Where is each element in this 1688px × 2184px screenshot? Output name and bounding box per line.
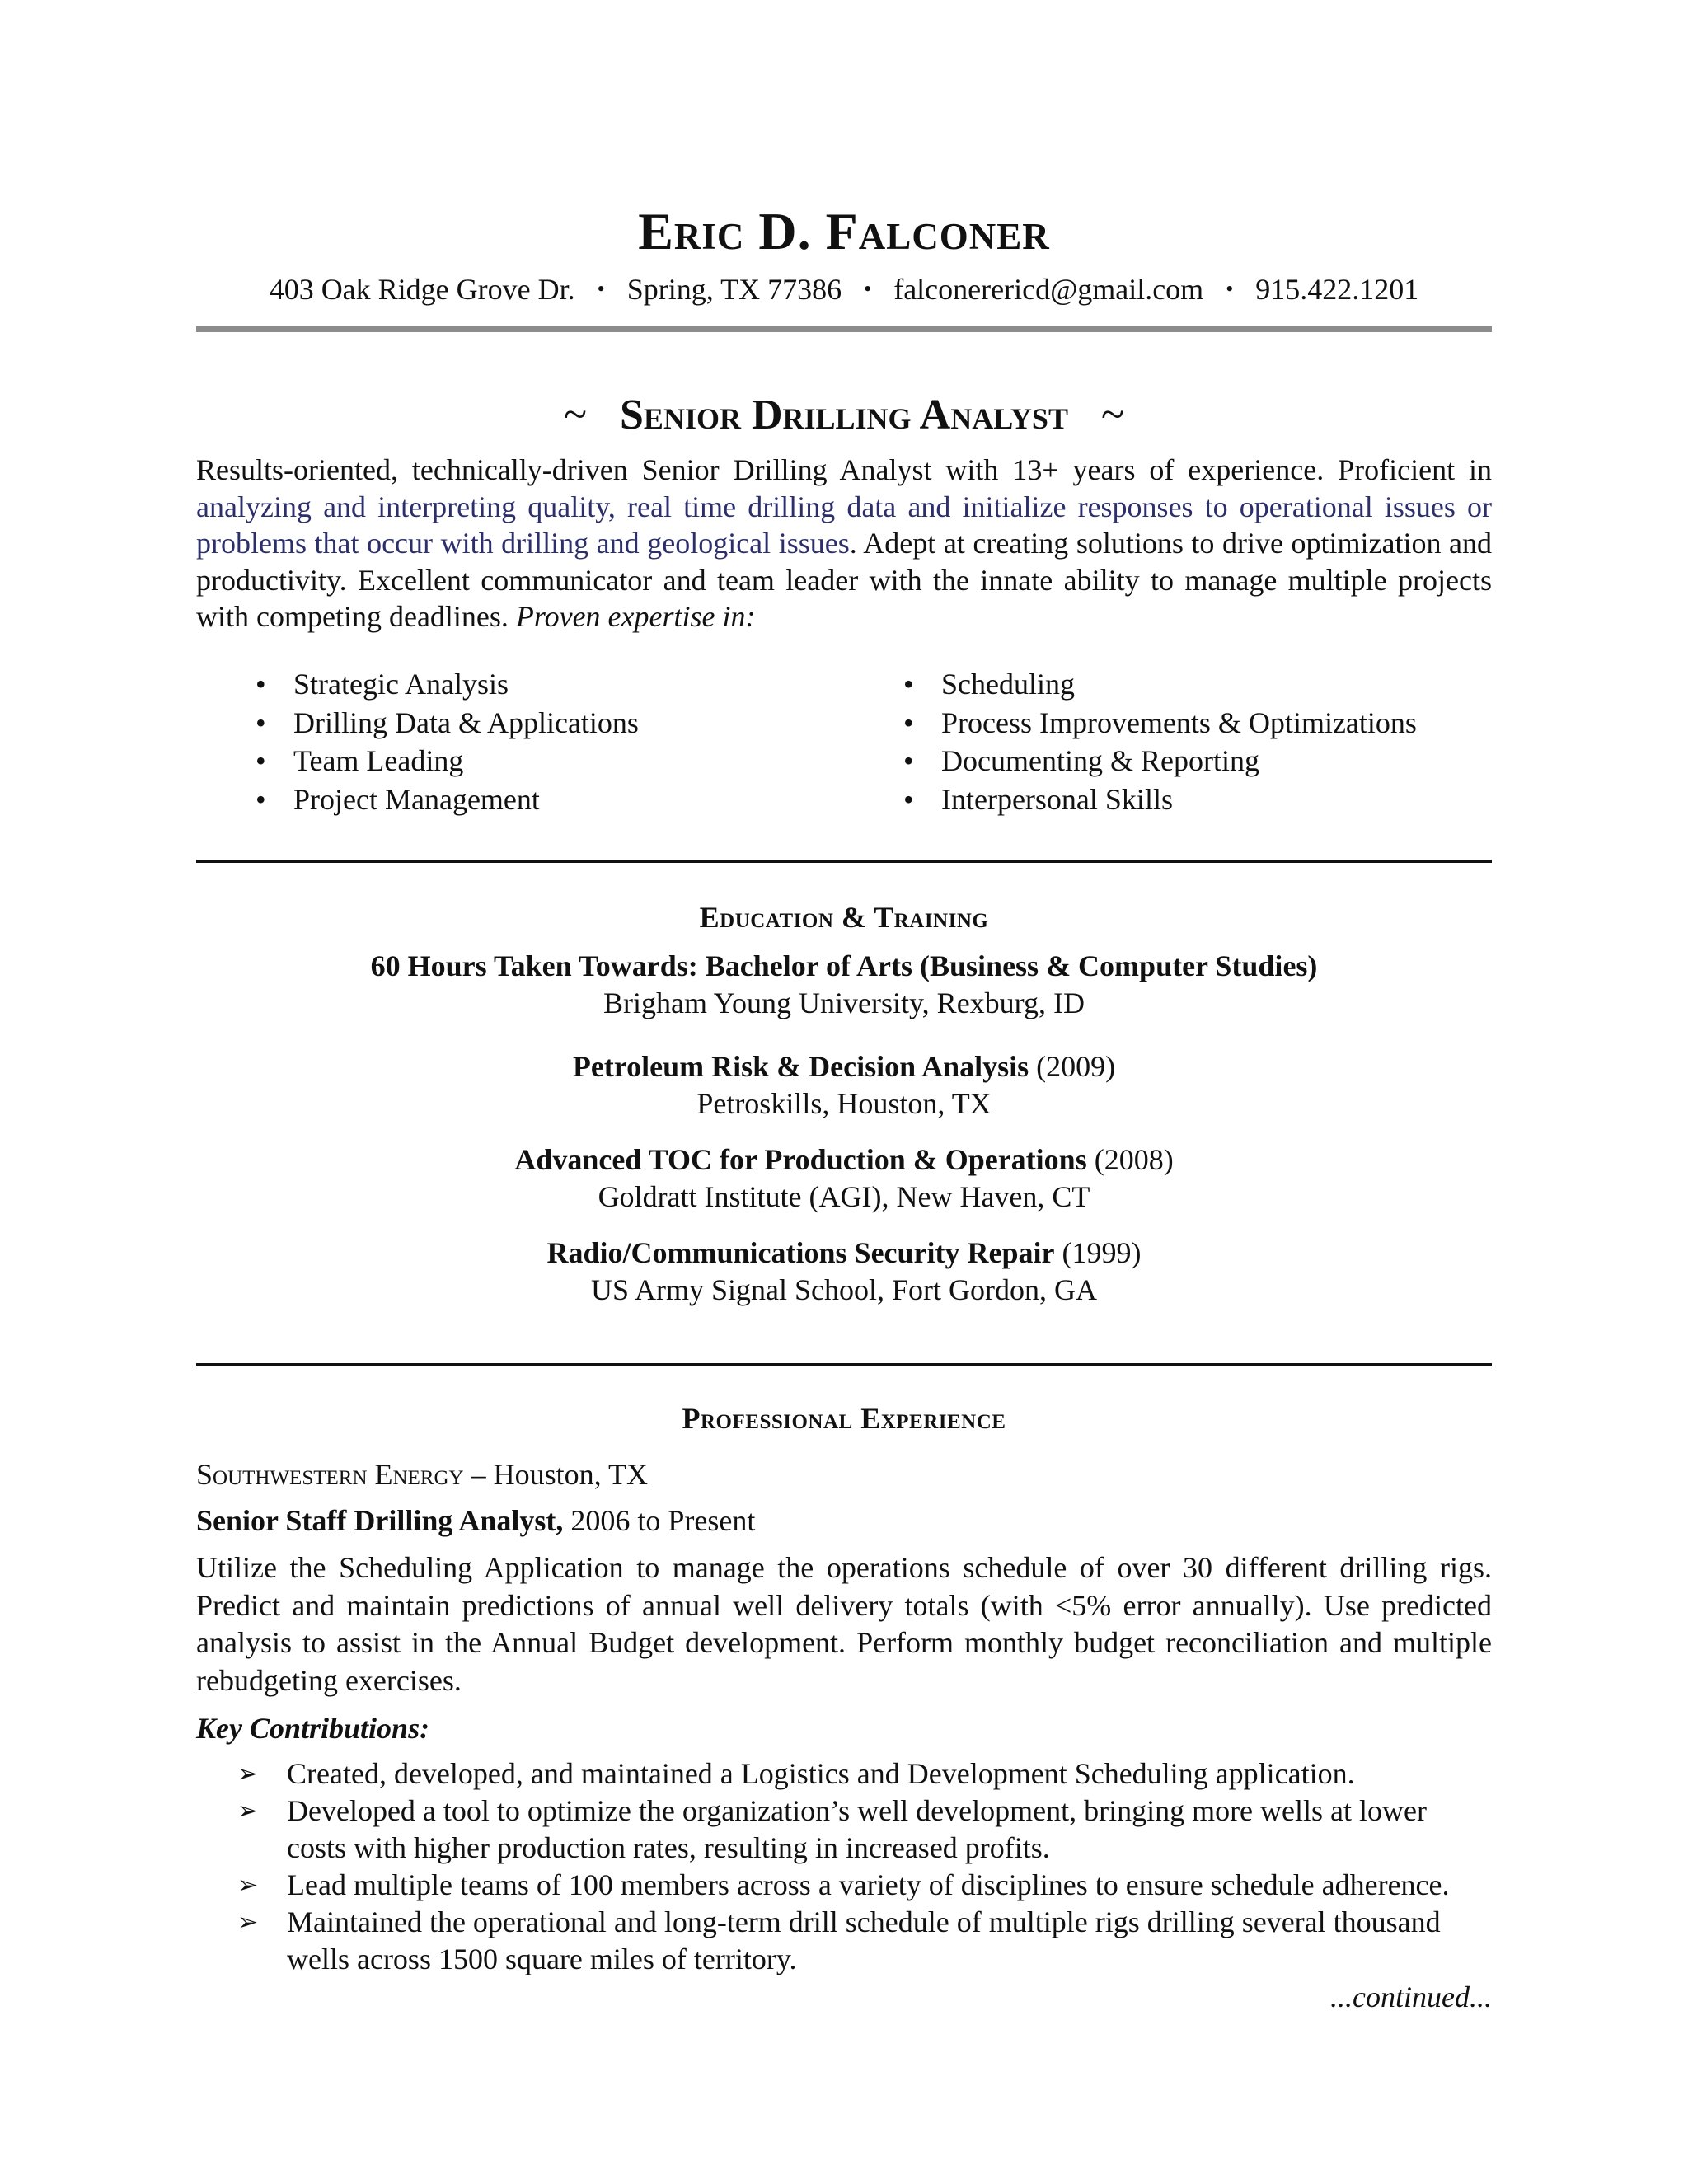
education-place: Brigham Young University, Rexburg, ID [603, 987, 1085, 1019]
summary-expertise-label: Proven expertise in: [515, 600, 756, 633]
education-year: (2009) [1036, 1050, 1116, 1083]
tilde-left: ~ [563, 391, 588, 438]
education-place: Goldratt Institute (AGI), New Haven, CT [598, 1180, 1090, 1213]
key-contributions-label: Key Contributions: [196, 1712, 430, 1745]
employer-line [196, 1457, 648, 1492]
contribution-item: ➢ Created, developed, and maintained a Logistics and Development Scheduling application. [196, 1755, 1492, 1793]
summary-paragraph [196, 452, 1492, 635]
summary-part-1: Results-oriented, technically-driven Senior Drilling Analyst with 13+ years of experience. Proficient in [196, 453, 1492, 486]
role-description: Utilize the Scheduling Application to manage the operations schedule of over 30 different drilling rigs. Predict and maintain predictions of annual well delivery totals (with <5% error annually). Use predicted analysis to assist in the Annual Budget development. Perform monthly budget reconciliation and multiple rebudgeting exercises. [196, 1551, 1492, 1697]
address: 403 Oak Ridge Grove Dr. [269, 273, 575, 306]
role-period: 2006 to Present [563, 1504, 756, 1537]
education-title: 60 Hours Taken Towards: Bachelor of Arts (Business & Computer Studies) [370, 949, 1318, 982]
education-item [196, 1235, 1492, 1309]
bullet-separator: • [1226, 277, 1234, 301]
education-item [196, 1048, 1492, 1122]
email[interactable]: falconerericd@gmail.com [893, 273, 1204, 306]
education-year: (1999) [1062, 1236, 1142, 1269]
contribution-item: ➢ Developed a tool to optimize the organization’s well development, bringing more wells at lower costs with higher production rates, resulting in increased profits. [196, 1793, 1492, 1867]
education-item [196, 1141, 1492, 1216]
education-item [196, 948, 1492, 1022]
city: Spring, TX 77386 [626, 273, 842, 306]
skill-item: • Process Improvements & Optimizations [844, 704, 1492, 743]
candidate-name: Eric D. Falconer [638, 202, 1050, 260]
education-place: Petroskills, Houston, TX [696, 1087, 992, 1120]
header-divider [196, 326, 1492, 332]
role-line [196, 1503, 755, 1538]
tilde-right: ~ [1100, 391, 1125, 438]
section-divider [196, 860, 1492, 863]
education-heading: Education & Training [699, 901, 989, 934]
headline-title: Senior Drilling Analyst [620, 391, 1068, 438]
continued-note: ...continued... [1330, 1980, 1492, 2013]
skills-list [196, 665, 1492, 818]
summary-highlight: analyzing and interpreting quality, real time drilling data and initialize responses to operational issues or problems that occur with drilling and geological issues [196, 490, 1492, 560]
contact-line [196, 272, 1492, 307]
contribution-item: ➢ Lead multiple teams of 100 members across a variety of disciplines to ensure schedule adherence. [196, 1867, 1492, 1904]
skill-item: • Team Leading [196, 742, 844, 780]
skill-item: • Strategic Analysis [196, 665, 844, 704]
bullet-separator: • [864, 277, 872, 301]
experience-heading: Professional Experience [682, 1402, 1006, 1435]
company-name: Southwestern Energy [196, 1458, 464, 1491]
skill-item: • Documenting & Reporting [844, 742, 1492, 780]
skill-item: • Project Management [196, 780, 844, 819]
education-title: Radio/Communications Security Repair [546, 1236, 1055, 1269]
bullet-separator: • [597, 277, 605, 301]
section-divider [196, 1363, 1492, 1366]
contribution-item: ➢ Maintained the operational and long-term drill schedule of multiple rigs drilling several thousand wells across 1500 square miles of territory. [196, 1904, 1492, 1978]
company-location: – Houston, TX [463, 1458, 648, 1491]
skill-item: • Drilling Data & Applications [196, 704, 844, 743]
skill-item: • Scheduling [844, 665, 1492, 704]
role-title: Senior Staff Drilling Analyst, [196, 1504, 564, 1537]
contributions-list [196, 1755, 1492, 1978]
education-year: (2008) [1094, 1143, 1174, 1176]
headline [196, 391, 1492, 439]
skills-column-right [844, 665, 1492, 818]
education-title: Petroleum Risk & Decision Analysis [572, 1050, 1029, 1083]
skills-column-left [196, 665, 844, 818]
skill-item: • Interpersonal Skills [844, 780, 1492, 819]
education-title: Advanced TOC for Production & Operations [514, 1143, 1087, 1176]
education-place: US Army Signal School, Fort Gordon, GA [590, 1273, 1098, 1306]
phone: 915.422.1201 [1255, 273, 1419, 306]
summary-part-3: . Adept at creating solutions to drive optimization and productivity. Excellent communicator and team leader with the innate ability to manage multiple projects with competing deadlines. [196, 527, 1492, 633]
